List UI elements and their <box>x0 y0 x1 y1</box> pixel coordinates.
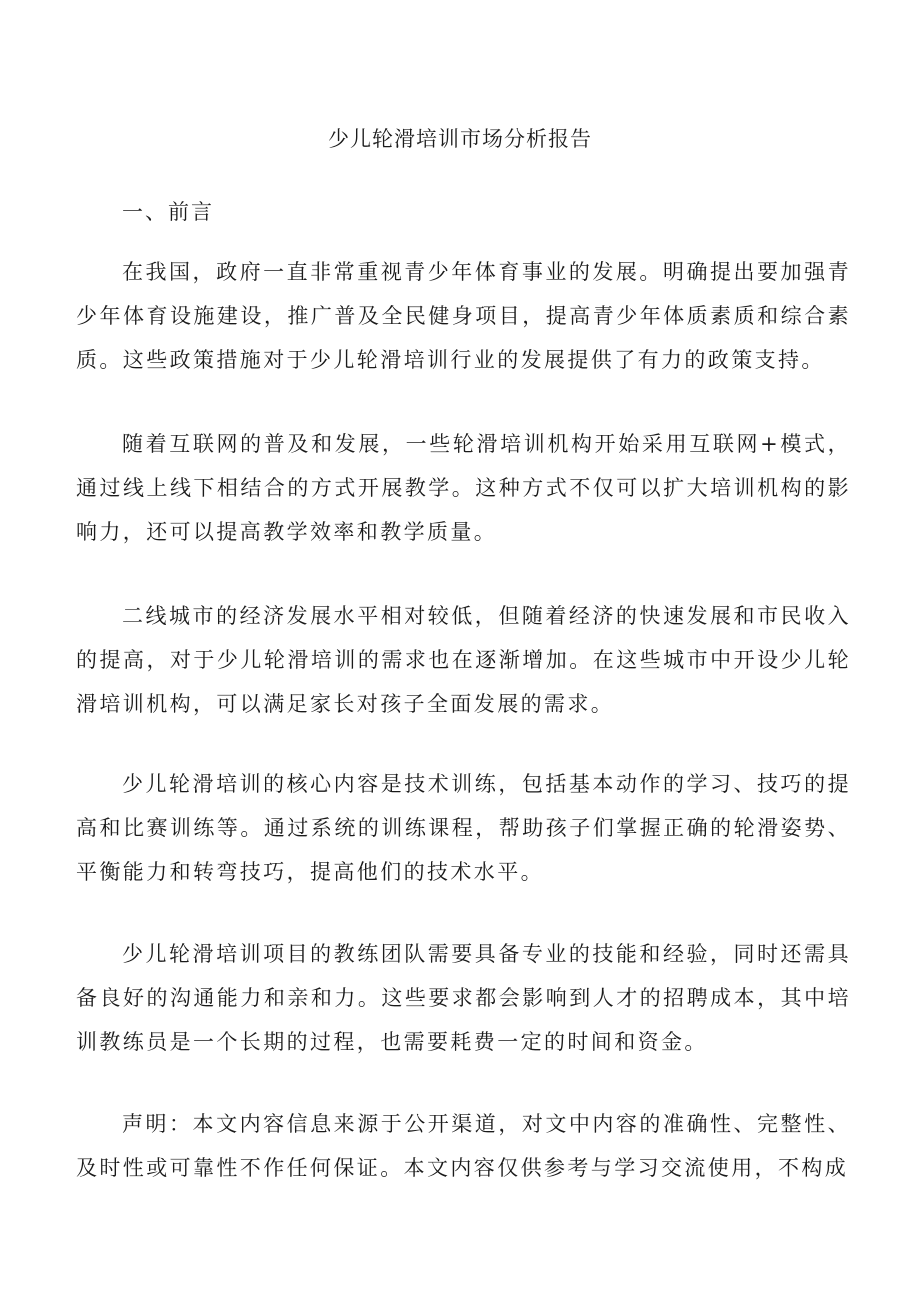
paragraph-policy-support: 在我国，政府一直非常重视青少年体育事业的发展。明确提出要加强青少年体育设施建设，推广普及全民健身项目，提高青少年体质素质和综合素质。这些政策措施对于少儿轮滑培训行业的发展提供了有力的政策支持。 <box>76 260 851 372</box>
paragraph-disclaimer: 声明：本文内容信息来源于公开渠道，对文中内容的准确性、完整性、及时性或可靠性不作任何保证。本文内容仅供参考与学习交流使用，不构成 <box>76 1112 851 1180</box>
section-heading: 一、前言 <box>122 200 214 224</box>
paragraph-internet-model: 随着互联网的普及和发展，一些轮滑培训机构开始采用互联网+模式，通过线上线下相结合的方式开展教学。这种方式不仅可以扩大培训机构的影响力，还可以提高教学效率和教学质量。 <box>76 432 851 544</box>
paragraph-core-training: 少儿轮滑培训的核心内容是技术训练，包括基本动作的学习、技巧的提高和比赛训练等。通过系统的训练课程，帮助孩子们掌握正确的轮滑姿势、平衡能力和转弯技巧，提高他们的技术水平。 <box>76 772 851 884</box>
paragraph-coaching-team: 少儿轮滑培训项目的教练团队需要具备专业的技能和经验，同时还需具备良好的沟通能力和亲和力。这些要求都会影响到人才的招聘成本，其中培训教练员是一个长期的过程，也需要耗费一定的时间和资金。 <box>76 942 851 1054</box>
paragraph-second-tier-cities: 二线城市的经济发展水平相对较低，但随着经济的快速发展和市民收入的提高，对于少儿轮滑培训的需求也在逐渐增加。在这些城市中开设少儿轮滑培训机构，可以满足家长对孩子全面发展的需求。 <box>76 604 851 716</box>
document-title: 少儿轮滑培训市场分析报告 <box>328 127 592 151</box>
